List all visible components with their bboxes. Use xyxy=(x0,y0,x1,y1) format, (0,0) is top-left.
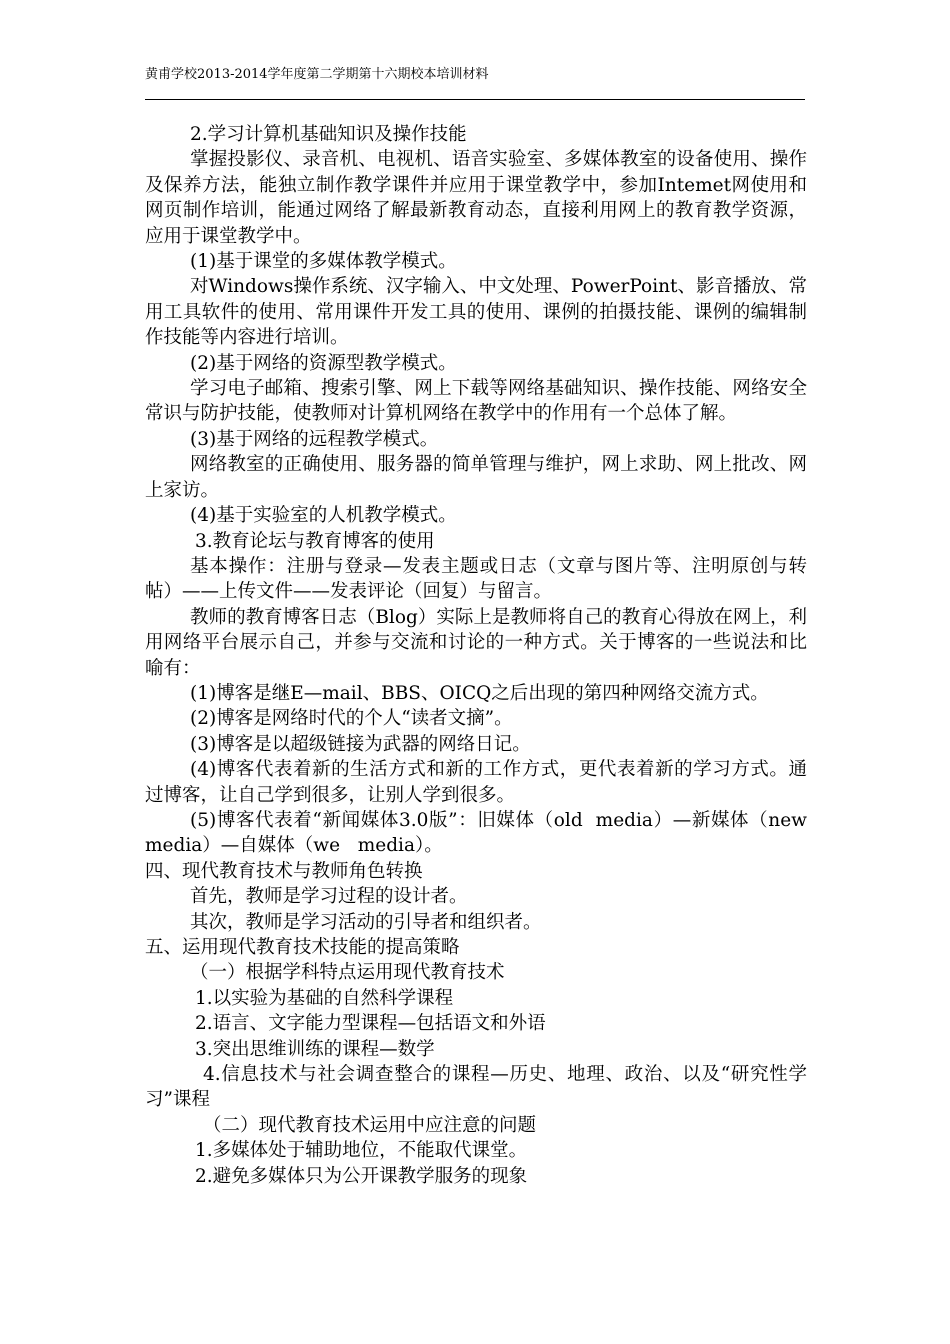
paragraph: 五、运用现代教育技术技能的提高策略 xyxy=(145,937,460,958)
paragraph: 对Windows操作系统、汉字输入、中文处理、PowerPoint、影音播放、常用工具软件的使用、常用课件开发工具的使用、课例的拍摄技能、课例的编辑制作技能等内容进行培训。 xyxy=(145,276,807,349)
paragraph: (1)基于课堂的多媒体教学模式。 xyxy=(190,251,457,273)
paragraph: 3.突出思维训练的课程—数学 xyxy=(195,1038,435,1060)
paragraph: 教师的教育博客日志（Blog）实际上是教师将自己的教育心得放在网上，利用网络平台展示自己，并参与交流和讨论的一种方式。关于博客的一些说法和比喻有： xyxy=(145,606,807,679)
document-body xyxy=(145,122,825,1189)
paragraph: (2)博客是网络时代的个人“读者文摘”。 xyxy=(190,708,513,730)
paragraph: (3)博客是以超级链接为武器的网络日记。 xyxy=(190,733,531,755)
paragraph: 4.信息技术与社会调查整合的课程—历史、地理、政治、以及“研究性学习”课程 xyxy=(145,1064,807,1111)
paragraph: 3.教育论坛与教育博客的使用 xyxy=(195,530,435,552)
paragraph: (4)博客代表着新的生活方式和新的工作方式，更代表着新的学习方式。通过博客，让自己学到很多，让别人学到很多。 xyxy=(145,759,807,806)
paragraph: 首先，教师是学习过程的设计者。 xyxy=(190,886,468,908)
paragraph: 2.语言、文字能力型课程—包括语文和外语 xyxy=(195,1013,546,1035)
paragraph: 四、现代教育技术与教师角色转换 xyxy=(145,860,423,882)
paragraph: 掌握投影仪、录音机、电视机、语音实验室、多媒体教室的设备使用、操作及保养方法，能独立制作教学课件并应用于课堂教学中，参加Intemet网使用和网页制作培训，能通过网络了解最新教育动态，直接利用网上的教育教学资源，应用于课堂教学中。 xyxy=(145,149,807,247)
paragraph: (5)博客代表着“新闻媒体3.0版”：旧媒体（old media）—新媒体（new media）—自媒体（we media）。 xyxy=(145,809,825,857)
paragraph: (2)基于网络的资源型教学模式。 xyxy=(190,352,457,374)
paragraph: 1.多媒体处于辅助地位，不能取代课堂。 xyxy=(195,1140,528,1162)
paragraph: 其次，教师是学习活动的引导者和组织者。 xyxy=(190,911,542,933)
paragraph: (3)基于网络的远程教学模式。 xyxy=(190,428,439,450)
paragraph: 2.学习计算机基础知识及操作技能 xyxy=(190,124,467,145)
paragraph: 网络教室的正确使用、服务器的简单管理与维护，网上求助、网上批改、网上家访。 xyxy=(145,454,807,501)
paragraph: （二）现代教育技术运用中应注意的问题 xyxy=(203,1114,537,1136)
paragraph: 基本操作：注册与登录—发表主题或日志（文章与图片等、注明原创与转帖）——上传文件——发表评论（回复）与留言。 xyxy=(145,555,807,603)
paragraph: 学习电子邮箱、搜索引擎、网上下载等网络基础知识、操作技能、网络安全常识与防护技能，使教师对计算机网络在教学中的作用有一个总体了解。 xyxy=(145,378,807,425)
paragraph: （一）根据学科特点运用现代教育技术 xyxy=(190,962,505,984)
paragraph: (1)博客是继E—mail、BBS、OICQ之后出现的第四种网络交流方式。 xyxy=(190,682,769,704)
page-header: 黄甫学校2013-2014学年度第二学期第十六期校本培训材料 xyxy=(145,64,805,100)
paragraph: (4)基于实验室的人机教学模式。 xyxy=(190,505,457,527)
paragraph: 2.避免多媒体只为公开课教学服务的现象 xyxy=(195,1165,528,1187)
paragraph: 1.以实验为基础的自然科学课程 xyxy=(195,987,454,1009)
